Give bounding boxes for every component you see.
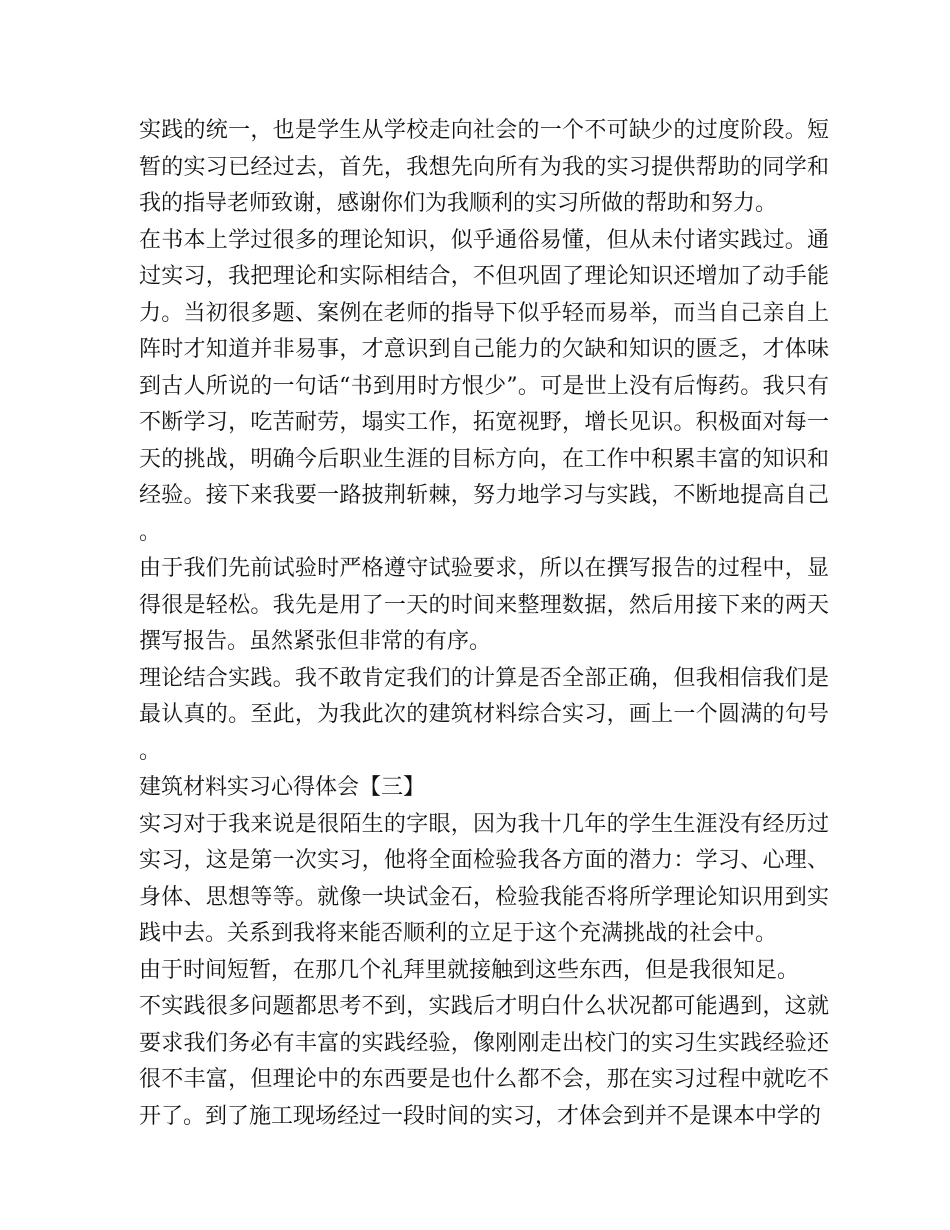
paragraph-3: 由于我们先前试验时严格遵守试验要求，所以在撰写报告的过程中，显得很是轻松。我先是用了一天的时间来整理数据，然后用接下来的两天撰写报告。虽然紧张但非常的有序。	[139, 556, 829, 654]
paragraph-4: 理论结合实践。我不敢肯定我们的计算是否全部正确，但我相信我们是最认真的。至此，为我此次的建筑材料综合实习，画上一个圆满的句号。	[139, 665, 829, 764]
paragraph-1: 实践的统一，也是学生从学校走向社会的一个不可缺少的过度阶段。短暂的实习已经过去，首先，我想先向所有为我的实习提供帮助的同学和我的指导老师致谢，感谢你们为我顺利的实习所做的帮助和努力。	[139, 118, 829, 216]
paragraph-7: 不实践很多问题都思考不到，实践后才明白什么状况都可能遇到，这就要求我们务必有丰富的实践经验，像刚刚走出校门的实习生实践经验还很不丰富，但理论中的东西要是也什么都不会，那在实习过程中就吃不开了。到了施工现场经过一段时间的实习，才体会到并不是课本中学的	[139, 994, 829, 1129]
document-body	[139, 113, 829, 1135]
section-heading: 建筑材料实习心得体会【三】	[139, 775, 426, 800]
paragraph-6: 由于时间短暂，在那几个礼拜里就接触到这些东西，但是我很知足。	[139, 957, 800, 983]
paragraph-5: 实习对于我来说是很陌生的字眼，因为我十几年的学生生涯没有经历过实习，这是第一次实习，他将全面检验我各方面的潜力：学习、心理、身体、思想等等。就像一块试金石，检验我能否将所学理论知识用到实践中去。关系到我将来能否顺利的立足于这个充满挑战的社会中。	[139, 811, 829, 946]
paragraph-2: 在书本上学过很多的理论知识，似乎通俗易懂，但从未付诸实践过。通过实习，我把理论和实际相结合，不但巩固了理论知识还增加了动手能力。当初很多题、案例在老师的指导下似乎轻而易举，而当自己亲自上阵时才知道并非易事，才意识到自己能力的欠缺和知识的匮乏，才体味到古人所说的一句话“书到用时方恨少”。可是世上没有后悔药。我只有不断学习，吃苦耐劳，塌实工作，拓宽视野，增长见识。积极面对每一天的挑战，明确今后职业生涯的目标方向，在工作中积累丰富的知识和经验。接下来我要一路披荆斩棘，努力地学习与实践，不断地提高自己。	[139, 227, 829, 545]
